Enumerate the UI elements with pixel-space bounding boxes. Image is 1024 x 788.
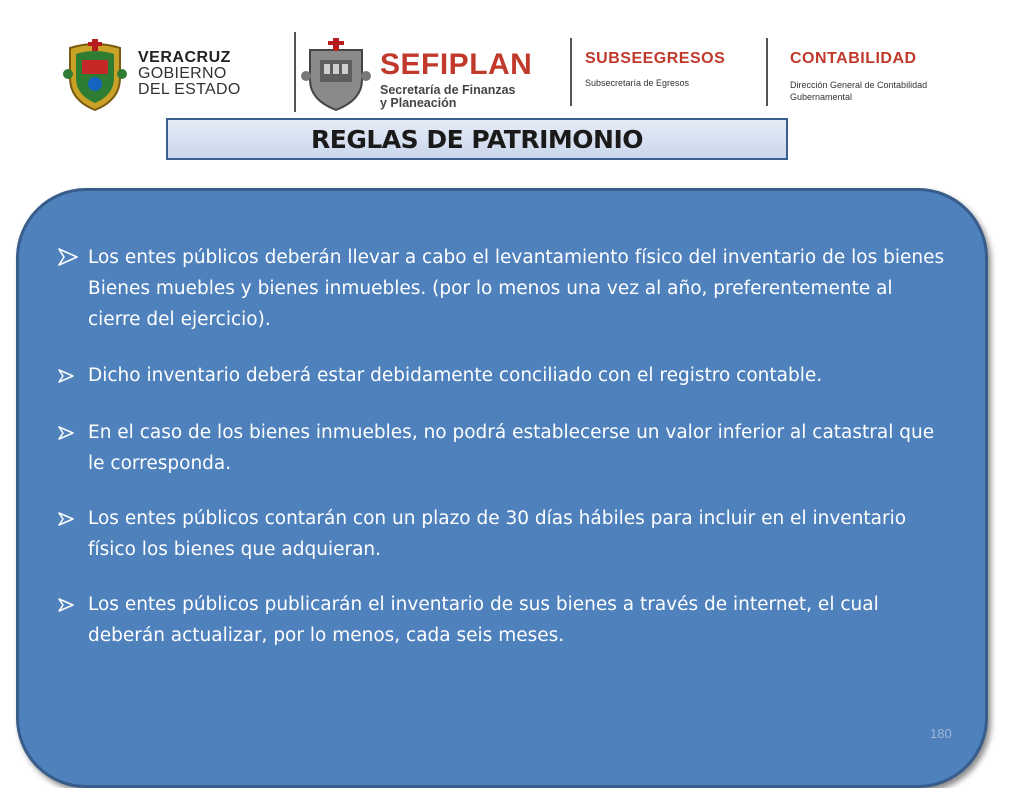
header-divider [766, 38, 768, 106]
list-item [56, 589, 946, 651]
list-item [56, 417, 946, 479]
veracruz-del-estado: DEL ESTADO [138, 81, 241, 98]
slide-title-box [166, 118, 788, 160]
arrow-bullet-icon [58, 512, 74, 526]
list-item [56, 360, 946, 391]
sefiplan-subtitle [380, 84, 515, 110]
veracruz-logo [62, 38, 242, 114]
veracruz-name: VERACRUZ [138, 49, 231, 66]
slide-title: REGLAS DE PATRIMONIO [310, 124, 644, 154]
arrow-bullet-icon [58, 369, 74, 383]
rule-text: Los entes públicos publicarán el inventario de sus bienes a través de internet, el cual deberán actualizar, por lo menos, cada seis meses. [88, 594, 879, 646]
page-number: 180 [930, 726, 952, 741]
arrow-bullet-icon [58, 426, 74, 440]
subsegresos-title: SUBSEEGRESOS [585, 50, 726, 67]
rule-text: En el caso de los bienes inmuebles, no podrá establecerse un valor inferior al catastral que le corresponda. [88, 422, 935, 474]
rule-text: Los entes públicos deberán llevar a cabo el levantamiento físico del inventario de los bienes Bienes muebles y bienes inmuebles. (por lo menos una vez al año, preferentemente al cierre del ejercicio). [88, 247, 945, 330]
sefiplan-name: SEFIPLAN [380, 48, 533, 81]
sefiplan-logo [298, 32, 548, 112]
list-item [56, 242, 946, 335]
rules-list [56, 242, 946, 651]
subsegresos-desc: Subsecretaría de Egresos [585, 78, 690, 88]
list-item [56, 503, 946, 565]
header-divider [570, 38, 572, 106]
sefiplan-left-rule [294, 32, 296, 112]
veracruz-coat-of-arms-icon [62, 38, 128, 112]
sefiplan-subtitle-line2: y Planeación [380, 96, 457, 110]
veracruz-gobierno: GOBIERNO [138, 65, 227, 82]
rule-text: Dicho inventario deberá estar debidamente conciliado con el registro contable. [88, 365, 823, 386]
arrow-bullet-icon [58, 598, 74, 612]
sefiplan-shield-icon [300, 36, 372, 112]
contabilidad-title: CONTABILIDAD [790, 50, 917, 67]
contabilidad-desc: Dirección General de Contabilidad Gubernamental [790, 80, 928, 102]
sefiplan-subtitle-line1: Secretaría de Finanzas [380, 83, 516, 97]
rule-text: Los entes públicos contarán con un plazo de 30 días hábiles para incluir en el inventario físico los bienes que adquieran. [88, 508, 907, 560]
slide-header [0, 0, 1024, 118]
arrow-bullet-icon [58, 248, 78, 266]
